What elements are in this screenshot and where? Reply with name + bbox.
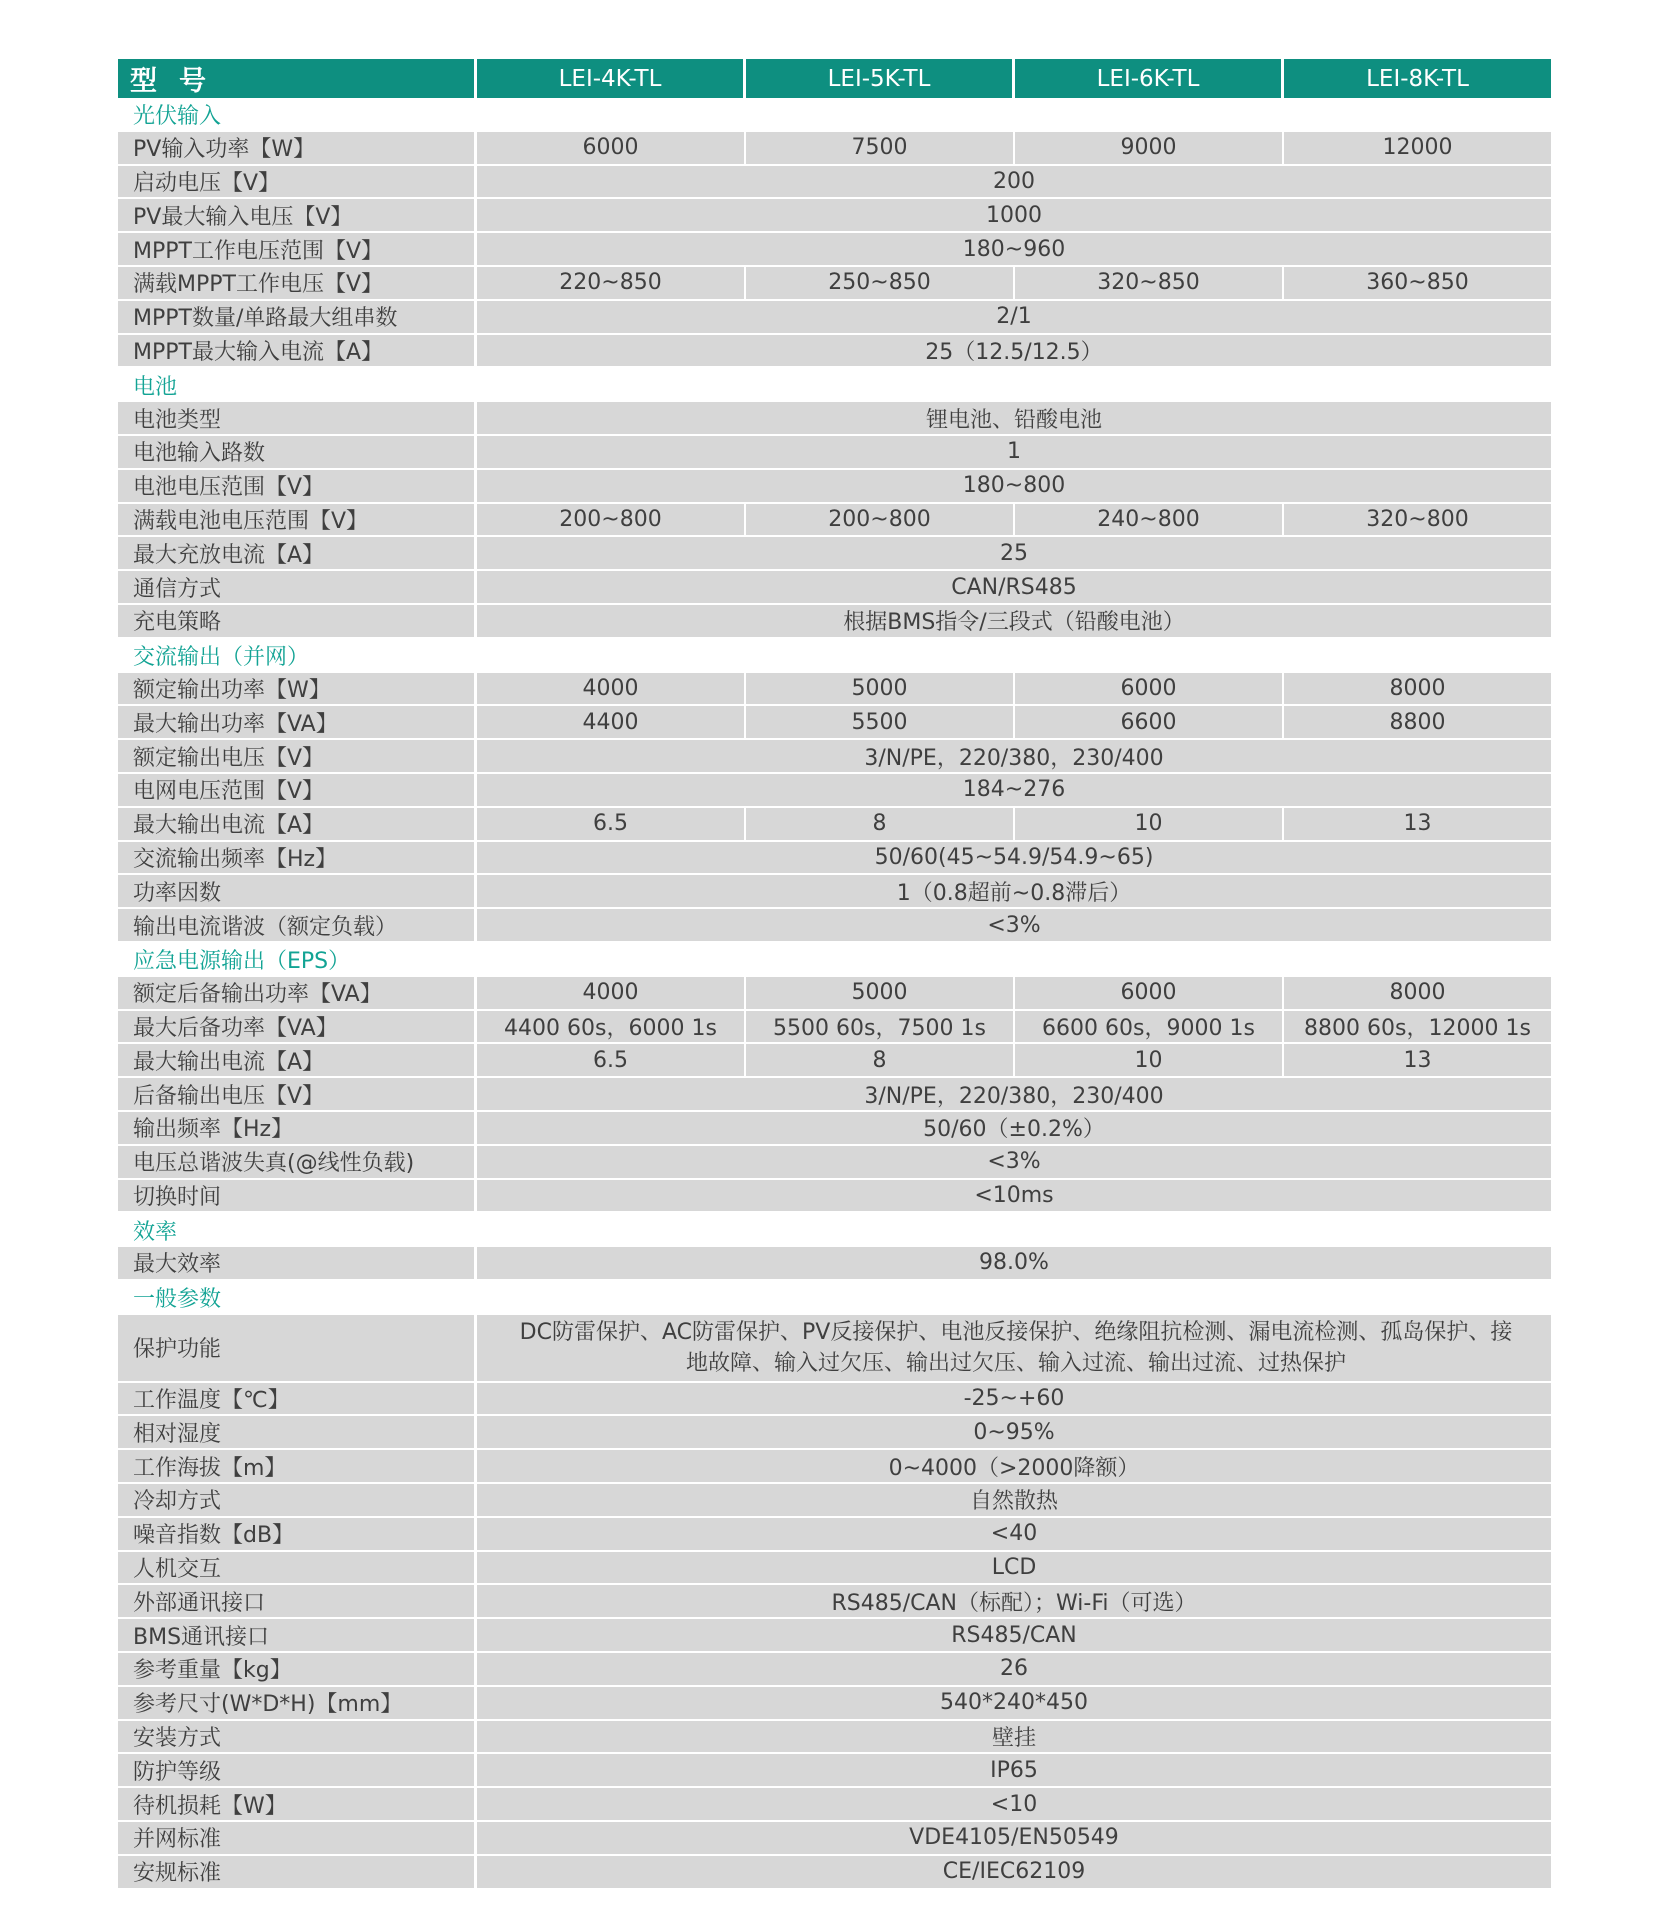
spec-row <box>118 132 1551 166</box>
spec-label: 输出电流谐波（额定负载） <box>118 909 477 943</box>
spec-value: 13 <box>1284 808 1551 842</box>
spec-value: 锂电池、铅酸电池 <box>477 402 1551 436</box>
spec-value: 4400 <box>477 706 746 740</box>
section-title: 电池 <box>118 368 1551 402</box>
spec-label: 充电策略 <box>118 605 477 639</box>
spec-label: 最大输出功率【VA】 <box>118 706 477 740</box>
spec-value: 壁挂 <box>477 1721 1551 1755</box>
spec-value: RS485/CAN <box>477 1619 1551 1653</box>
spec-value: 200~800 <box>477 504 746 538</box>
spec-label: 功率因数 <box>118 875 477 909</box>
spec-row <box>118 1146 1551 1180</box>
spec-label: 满载MPPT工作电压【V】 <box>118 267 477 301</box>
model-column-header: LEI-6K-TL <box>1015 59 1284 98</box>
spec-row <box>118 199 1551 233</box>
spec-row <box>118 504 1551 538</box>
spec-row <box>118 842 1551 876</box>
spec-label: 安规标准 <box>118 1856 477 1890</box>
spec-value: <40 <box>477 1518 1551 1552</box>
spec-value: 1 <box>477 436 1551 470</box>
section-title: 效率 <box>118 1213 1551 1247</box>
spec-row <box>118 740 1551 774</box>
spec-value: 5000 <box>746 673 1015 707</box>
spec-value: DC防雷保护、AC防雷保护、PV反接保护、电池反接保护、绝缘阻抗检测、漏电流检测、孤岛保护、接地故障、输入过欠压、输出过欠压、输入过流、输出过流、过热保护 <box>477 1315 1551 1383</box>
spec-row <box>118 1180 1551 1214</box>
spec-value: 5000 <box>746 977 1015 1011</box>
spec-value: 自然散热 <box>477 1484 1551 1518</box>
spec-label: MPPT数量/单路最大组串数 <box>118 301 477 335</box>
spec-label: 满载电池电压范围【V】 <box>118 504 477 538</box>
spec-row <box>118 571 1551 605</box>
spec-row <box>118 1011 1551 1045</box>
spec-label: 最大后备功率【VA】 <box>118 1011 477 1045</box>
spec-value: 180~960 <box>477 233 1551 267</box>
spec-value: 12000 <box>1284 132 1551 166</box>
spec-label: 最大输出电流【A】 <box>118 808 477 842</box>
spec-value: 220~850 <box>477 267 746 301</box>
spec-label: 冷却方式 <box>118 1484 477 1518</box>
spec-value: 98.0% <box>477 1247 1551 1281</box>
spec-label: 电池输入路数 <box>118 436 477 470</box>
spec-value: 360~850 <box>1284 267 1551 301</box>
section-title: 应急电源输出（EPS） <box>118 943 1551 977</box>
section-header-row <box>118 1281 1551 1315</box>
spec-value: 5500 <box>746 706 1015 740</box>
spec-label: 外部通讯接口 <box>118 1585 477 1619</box>
spec-label: 并网标准 <box>118 1822 477 1856</box>
section-header-row <box>118 1213 1551 1247</box>
section-header-row <box>118 98 1551 132</box>
spec-row <box>118 1754 1551 1788</box>
spec-label: 额定输出电压【V】 <box>118 740 477 774</box>
spec-value: 320~800 <box>1284 504 1551 538</box>
spec-value: <3% <box>477 909 1551 943</box>
spec-row <box>118 909 1551 943</box>
spec-value: 8 <box>746 808 1015 842</box>
spec-row <box>118 1416 1551 1450</box>
spec-value: 200 <box>477 166 1551 200</box>
spec-label: 启动电压【V】 <box>118 166 477 200</box>
spec-row <box>118 1518 1551 1552</box>
spec-label: 参考尺寸(W*D*H)【mm】 <box>118 1687 477 1721</box>
spec-label: BMS通讯接口 <box>118 1619 477 1653</box>
spec-row <box>118 1078 1551 1112</box>
spec-value: 10 <box>1015 808 1284 842</box>
spec-value: 4000 <box>477 977 746 1011</box>
spec-row <box>118 267 1551 301</box>
spec-row <box>118 470 1551 504</box>
spec-value: 1000 <box>477 199 1551 233</box>
spec-value: 200~800 <box>746 504 1015 538</box>
spec-value: VDE4105/EN50549 <box>477 1822 1551 1856</box>
spec-label: 电网电压范围【V】 <box>118 774 477 808</box>
spec-value: 50/60(45~54.9/54.9~65) <box>477 842 1551 876</box>
spec-label: 交流输出频率【Hz】 <box>118 842 477 876</box>
spec-row <box>118 774 1551 808</box>
spec-row <box>118 301 1551 335</box>
spec-value: 250~850 <box>746 267 1015 301</box>
section-header-row <box>118 943 1551 977</box>
model-column-header: LEI-4K-TL <box>477 59 746 98</box>
spec-value: 26 <box>477 1653 1551 1687</box>
spec-row <box>118 1822 1551 1856</box>
spec-label: 相对湿度 <box>118 1416 477 1450</box>
spec-label: 参考重量【kg】 <box>118 1653 477 1687</box>
spec-label: 最大输出电流【A】 <box>118 1044 477 1078</box>
spec-row <box>118 1721 1551 1755</box>
spec-label: 待机损耗【W】 <box>118 1788 477 1822</box>
spec-value: 2/1 <box>477 301 1551 335</box>
spec-row <box>118 1112 1551 1146</box>
spec-row <box>118 875 1551 909</box>
spec-row <box>118 1788 1551 1822</box>
spec-row <box>118 1585 1551 1619</box>
spec-label: 工作温度【℃】 <box>118 1383 477 1417</box>
section-header-row <box>118 368 1551 402</box>
model-header-label: 型号 <box>118 59 477 98</box>
spec-value: 8800 <box>1284 706 1551 740</box>
spec-label: 通信方式 <box>118 571 477 605</box>
spec-label: MPPT工作电压范围【V】 <box>118 233 477 267</box>
spec-label: 防护等级 <box>118 1754 477 1788</box>
spec-label: 最大充放电流【A】 <box>118 537 477 571</box>
section-title: 交流输出（并网） <box>118 639 1551 673</box>
spec-label: 保护功能 <box>118 1315 477 1383</box>
spec-value: 0~95% <box>477 1416 1551 1450</box>
spec-value: 4000 <box>477 673 746 707</box>
section-header-row <box>118 639 1551 673</box>
spec-value: 320~850 <box>1015 267 1284 301</box>
spec-value: 25（12.5/12.5） <box>477 335 1551 369</box>
spec-row <box>118 1450 1551 1484</box>
spec-label: MPPT最大输入电流【A】 <box>118 335 477 369</box>
spec-label: 工作海拔【m】 <box>118 1450 477 1484</box>
spec-row <box>118 706 1551 740</box>
spec-value: 6600 60s，9000 1s <box>1015 1011 1284 1045</box>
spec-label: 电池类型 <box>118 402 477 436</box>
spec-value: LCD <box>477 1552 1551 1586</box>
spec-row <box>118 808 1551 842</box>
spec-value: <10ms <box>477 1180 1551 1214</box>
spec-value: 3/N/PE，220/380，230/400 <box>477 740 1551 774</box>
spec-row <box>118 1653 1551 1687</box>
spec-label: 噪音指数【dB】 <box>118 1518 477 1552</box>
spec-row <box>118 1856 1551 1890</box>
spec-value: CAN/RS485 <box>477 571 1551 605</box>
spec-value: <3% <box>477 1146 1551 1180</box>
model-column-header: LEI-5K-TL <box>746 59 1015 98</box>
spec-label: 电压总谐波失真(@线性负载) <box>118 1146 477 1180</box>
spec-value: <10 <box>477 1788 1551 1822</box>
spec-row <box>118 166 1551 200</box>
spec-label: 后备输出电压【V】 <box>118 1078 477 1112</box>
spec-value: 0~4000（>2000降额） <box>477 1450 1551 1484</box>
table-header-row <box>118 59 1551 98</box>
spec-row <box>118 1484 1551 1518</box>
spec-value: 6000 <box>1015 673 1284 707</box>
spec-row <box>118 1687 1551 1721</box>
section-title: 一般参数 <box>118 1281 1551 1315</box>
spec-value: 9000 <box>1015 132 1284 166</box>
spec-value: 6600 <box>1015 706 1284 740</box>
spec-row <box>118 1247 1551 1281</box>
spec-table-body <box>118 59 1551 1890</box>
spec-label: PV最大输入电压【V】 <box>118 199 477 233</box>
spec-label: 电池电压范围【V】 <box>118 470 477 504</box>
spec-row <box>118 537 1551 571</box>
spec-value: 240~800 <box>1015 504 1284 538</box>
spec-value: 10 <box>1015 1044 1284 1078</box>
spec-value: 184~276 <box>477 774 1551 808</box>
spec-value: 8000 <box>1284 977 1551 1011</box>
spec-row <box>118 673 1551 707</box>
spec-value: 13 <box>1284 1044 1551 1078</box>
spec-row <box>118 1044 1551 1078</box>
spec-value: 4400 60s，6000 1s <box>477 1011 746 1045</box>
spec-value: IP65 <box>477 1754 1551 1788</box>
spec-value: 6.5 <box>477 808 746 842</box>
spec-value: 6000 <box>1015 977 1284 1011</box>
spec-value: 7500 <box>746 132 1015 166</box>
spec-value: 根据BMS指令/三段式（铅酸电池） <box>477 605 1551 639</box>
spec-value: 1（0.8超前~0.8滞后） <box>477 875 1551 909</box>
spec-label: 安装方式 <box>118 1721 477 1755</box>
spec-value: -25~+60 <box>477 1383 1551 1417</box>
spec-label: PV输入功率【W】 <box>118 132 477 166</box>
spec-value: CE/IEC62109 <box>477 1856 1551 1890</box>
spec-row <box>118 1619 1551 1653</box>
spec-value: 8800 60s，12000 1s <box>1284 1011 1551 1045</box>
spec-label: 切换时间 <box>118 1180 477 1214</box>
model-column-header: LEI-8K-TL <box>1284 59 1551 98</box>
spec-row <box>118 402 1551 436</box>
spec-row <box>118 1383 1551 1417</box>
spec-row <box>118 335 1551 369</box>
spec-row <box>118 605 1551 639</box>
spec-value: 5500 60s，7500 1s <box>746 1011 1015 1045</box>
spec-row <box>118 1552 1551 1586</box>
spec-label: 额定后备输出功率【VA】 <box>118 977 477 1011</box>
spec-label: 最大效率 <box>118 1247 477 1281</box>
spec-row <box>118 1315 1551 1383</box>
spec-value: 8 <box>746 1044 1015 1078</box>
spec-row <box>118 436 1551 470</box>
spec-value: 25 <box>477 537 1551 571</box>
section-title: 光伏输入 <box>118 98 1551 132</box>
spec-value: 180~800 <box>477 470 1551 504</box>
spec-value: 540*240*450 <box>477 1687 1551 1721</box>
spec-value: 50/60（±0.2%） <box>477 1112 1551 1146</box>
spec-value: 8000 <box>1284 673 1551 707</box>
spec-label: 人机交互 <box>118 1552 477 1586</box>
spec-row <box>118 233 1551 267</box>
spec-row <box>118 977 1551 1011</box>
spec-value: 6000 <box>477 132 746 166</box>
spec-table <box>118 59 1551 1890</box>
spec-value: 6.5 <box>477 1044 746 1078</box>
spec-label: 额定输出功率【W】 <box>118 673 477 707</box>
spec-value: RS485/CAN（标配）；Wi-Fi（可选） <box>477 1585 1551 1619</box>
spec-value: 3/N/PE，220/380，230/400 <box>477 1078 1551 1112</box>
spec-label: 输出频率【Hz】 <box>118 1112 477 1146</box>
